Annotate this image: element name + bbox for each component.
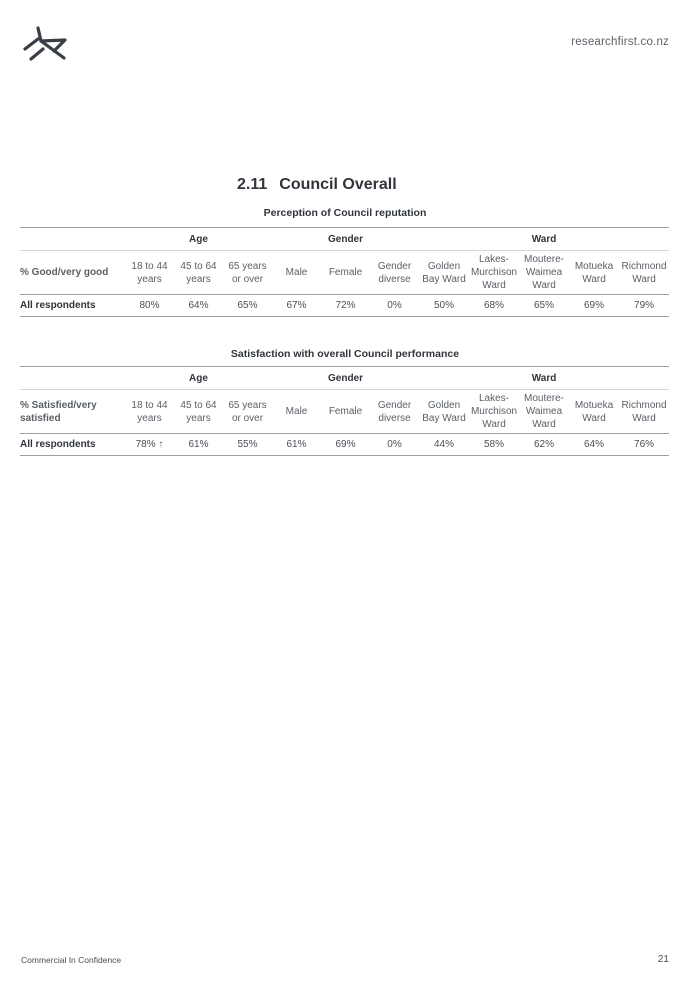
column-header: 45 to 64 years xyxy=(174,251,223,295)
table-cell: 68% xyxy=(469,295,519,317)
column-header: Lakes-Murchison Ward xyxy=(469,390,519,434)
column-header: 18 to 44 years xyxy=(125,390,174,434)
column-header: Motueka Ward xyxy=(569,390,619,434)
table-cell: 64% xyxy=(174,295,223,317)
column-header: Female xyxy=(321,390,370,434)
confidentiality-note: Commercial In Confidence xyxy=(21,955,122,965)
column-header: Motueka Ward xyxy=(569,251,619,295)
table-cell: 58% xyxy=(469,434,519,456)
table-cell: 44% xyxy=(419,434,469,456)
row-label-header: % Good/very good xyxy=(20,251,125,295)
column-header: Golden Bay Ward xyxy=(419,251,469,295)
row-label: All respondents xyxy=(20,434,125,456)
table-cell: 65% xyxy=(519,295,569,317)
table-cell: 61% xyxy=(174,434,223,456)
table-cell: 72% xyxy=(321,295,370,317)
column-header: 65 years or over xyxy=(223,390,272,434)
column-header-row xyxy=(20,251,669,295)
group-header-row xyxy=(20,228,669,251)
column-header: Lakes-Murchison Ward xyxy=(469,251,519,295)
satisfaction-table xyxy=(20,366,669,456)
column-header: Moutere-Waimea Ward xyxy=(519,390,569,434)
empty-cell xyxy=(20,367,125,390)
table-caption: Satisfaction with overall Council performance xyxy=(230,348,460,360)
table-cell: 50% xyxy=(419,295,469,317)
table-row xyxy=(20,295,669,317)
table-cell: 65% xyxy=(223,295,272,317)
column-header: Gender diverse xyxy=(370,390,419,434)
column-header: Male xyxy=(272,390,321,434)
column-header-row xyxy=(20,390,669,434)
column-header: Male xyxy=(272,251,321,295)
table-cell: 0% xyxy=(370,295,419,317)
group-header-age: Age xyxy=(125,228,272,251)
reputation-table xyxy=(20,227,669,317)
table-cell: 64% xyxy=(569,434,619,456)
table-caption: Perception of Council reputation xyxy=(263,207,427,219)
table-cell: 69% xyxy=(321,434,370,456)
group-header-age: Age xyxy=(125,367,272,390)
empty-cell xyxy=(20,228,125,251)
table-cell: 76% xyxy=(619,434,669,456)
page-number: 21 xyxy=(657,954,669,965)
site-url: researchfirst.co.nz xyxy=(571,36,669,48)
section-number: 2.11 xyxy=(237,176,268,193)
section-title xyxy=(237,176,397,194)
table-cell: 0% xyxy=(370,434,419,456)
row-label: All respondents xyxy=(20,295,125,317)
group-header-gender: Gender xyxy=(272,228,419,251)
table-cell: 67% xyxy=(272,295,321,317)
table-cell: 62% xyxy=(519,434,569,456)
table-row xyxy=(20,434,669,456)
column-header: 65 years or over xyxy=(223,251,272,295)
section-heading: Council Overall xyxy=(279,176,397,193)
column-header: Moutere-Waimea Ward xyxy=(519,251,569,295)
column-header: Gender diverse xyxy=(370,251,419,295)
column-header: Golden Bay Ward xyxy=(419,390,469,434)
table-cell: 61% xyxy=(272,434,321,456)
table-cell: 78% ↑ xyxy=(125,434,174,456)
group-header-gender: Gender xyxy=(272,367,419,390)
column-header: Female xyxy=(321,251,370,295)
table-cell: 80% xyxy=(125,295,174,317)
table-cell: 69% xyxy=(569,295,619,317)
column-header: 45 to 64 years xyxy=(174,390,223,434)
column-header: Richmond Ward xyxy=(619,390,669,434)
research-first-logo-icon xyxy=(21,25,67,61)
column-header: 18 to 44 years xyxy=(125,251,174,295)
row-label-header: % Satisfied/very satisfied xyxy=(20,390,125,434)
table-cell: 55% xyxy=(223,434,272,456)
group-header-ward: Ward xyxy=(419,228,669,251)
group-header-ward: Ward xyxy=(419,367,669,390)
group-header-row xyxy=(20,367,669,390)
table-cell: 79% xyxy=(619,295,669,317)
column-header: Richmond Ward xyxy=(619,251,669,295)
